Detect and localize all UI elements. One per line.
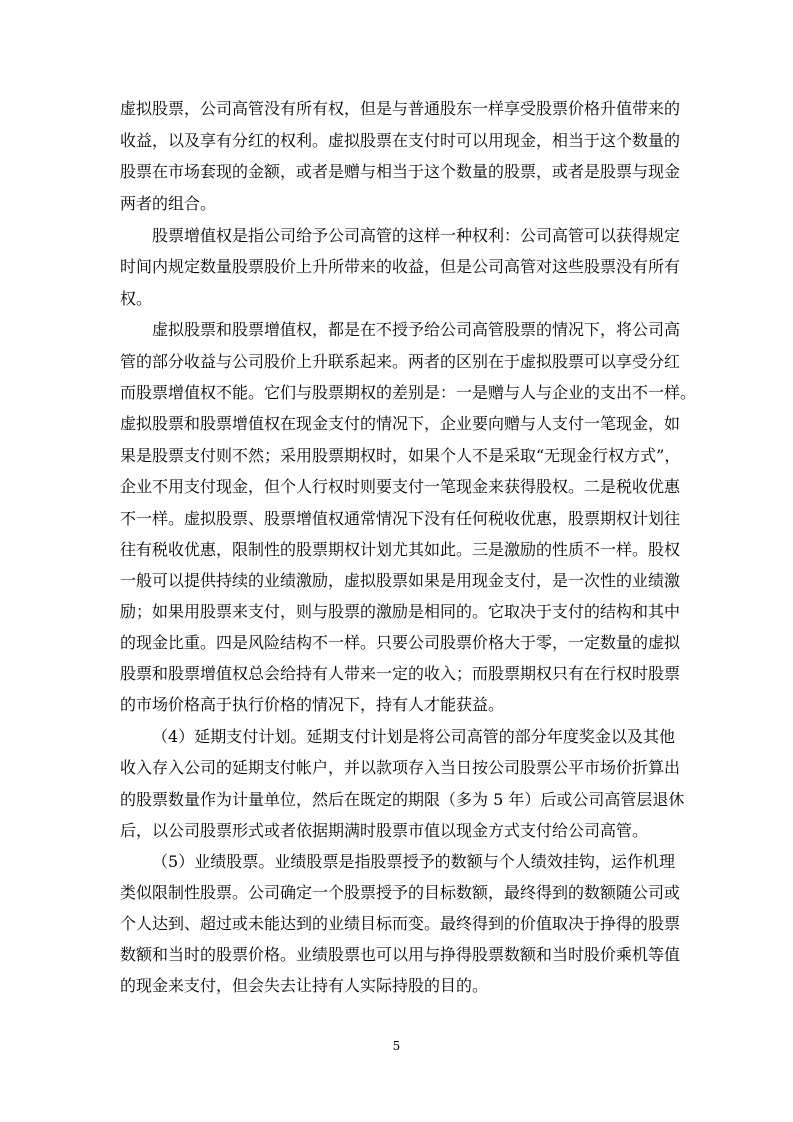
paragraph-2-line-1: 股票增值权是指公司给予公司高管的这样一种权利：公司高管可以获得规定 — [152, 226, 681, 245]
paragraph-1-line-3: 股票在市场套现的金额，或者是赠与相当于这个数量的股票，或者是股票与现金 — [120, 162, 681, 181]
paragraph-5-line-2: 类似限制性股票。公司确定一个股票授予的目标数额，最终得到的数额随公司或 — [120, 883, 681, 902]
paragraph-4-line-4: 后，以公司股票形式或者依据期满时股票市值以现金方式支付给公司高管。 — [120, 821, 649, 840]
page-number: 5 — [392, 1039, 401, 1053]
paragraph-1-line-1: 虚拟股票，公司高管没有所有权，但是与普通股东一样享受股票价格升值带来的 — [120, 99, 681, 118]
paragraph-3-line-1: 虚拟股票和股票增值权，都是在不授予给公司高管股票的情况下，将公司高 — [152, 320, 681, 339]
paragraph-5-line-1: （5）业绩股票。业绩股票是指股票授予的数额与个人绩效挂钩，运作机理 — [152, 852, 675, 871]
paragraph-2-line-3: 权。 — [120, 289, 153, 308]
paragraph-3-line-6: 企业不用支付现金，但个人行权时则要支付一笔现金来获得股权。二是税收优惠 — [120, 477, 681, 496]
paragraph-5-line-5: 的现金来支付，但会失去让持有人实际持股的目的。 — [120, 976, 489, 995]
paragraph-1-line-2: 收益，以及享有分红的权利。虚拟股票在支付时可以用现金，相当于这个数量的 — [120, 131, 681, 150]
paragraph-3-line-13: 的市场价格高于执行价格的情况下，持有人才能获益。 — [120, 695, 505, 714]
paragraph-3-line-4: 虚拟股票和股票增值权在现金支付的情况下，企业要向赠与人支付一笔现金，如 — [120, 414, 681, 433]
paragraph-3-line-9: 一般可以提供持续的业绩激励，虚拟股票如果是用现金支付，是一次性的业绩激 — [120, 571, 681, 590]
paragraph-2-line-2: 时间内规定数量股票股价上升所带来的收益，但是公司高管对这些股票没有所有 — [120, 257, 681, 276]
paragraph-3-line-3: 而股票增值权不能。它们与股票期权的差别是：一是赠与人与企业的支出不一样。 — [120, 383, 697, 402]
paragraph-4-line-2: 收入存入公司的延期支付帐户，并以款项存入当日按公司股票公平市场价折算出 — [120, 758, 681, 777]
paragraph-5-line-4: 数额和当时的股票价格。业绩股票也可以用与挣得股票数额和当时股价乘机等值 — [120, 945, 681, 964]
paragraph-4-line-3: 的股票数量作为计量单位，然后在既定的期限（多为 5 年）后或公司高管层退休 — [120, 790, 685, 809]
paragraph-4-line-1: （4）延期支付计划。延期支付计划是将公司高管的部分年度奖金以及其他 — [152, 727, 675, 746]
paragraph-3-line-2: 管的部分收益与公司股价上升联系起来。两者的区别在于虚拟股票可以享受分红 — [120, 352, 681, 371]
paragraph-3-line-10: 励；如果用股票来支付，则与股票的激励是相同的。它取决于支付的结构和其中 — [120, 602, 681, 621]
paragraph-3-line-7: 不一样。虚拟股票、股票增值权通常情况下没有任何税收优惠，股票期权计划往 — [120, 509, 681, 528]
paragraph-3-line-5: 果是股票支付则不然；采用股票期权时，如果个人不是采取“无现金行权方式”， — [120, 446, 681, 465]
paragraph-1-line-4: 两者的组合。 — [120, 194, 217, 213]
paragraph-3-line-11: 的现金比重。四是风险结构不一样。只要公司股票价格大于零，一定数量的虚拟 — [120, 633, 681, 652]
paragraph-5-line-3: 个人达到、超过或未能达到的业绩目标而变。最终得到的价值取决于挣得的股票 — [120, 914, 681, 933]
paragraph-3-line-8: 往有税收优惠，限制性的股票期权计划尤其如此。三是激励的性质不一样。股权 — [120, 540, 681, 559]
paragraph-3-line-12: 股票和股票增值权总会给持有人带来一定的收入；而股票期权只有在行权时股票 — [120, 664, 681, 683]
